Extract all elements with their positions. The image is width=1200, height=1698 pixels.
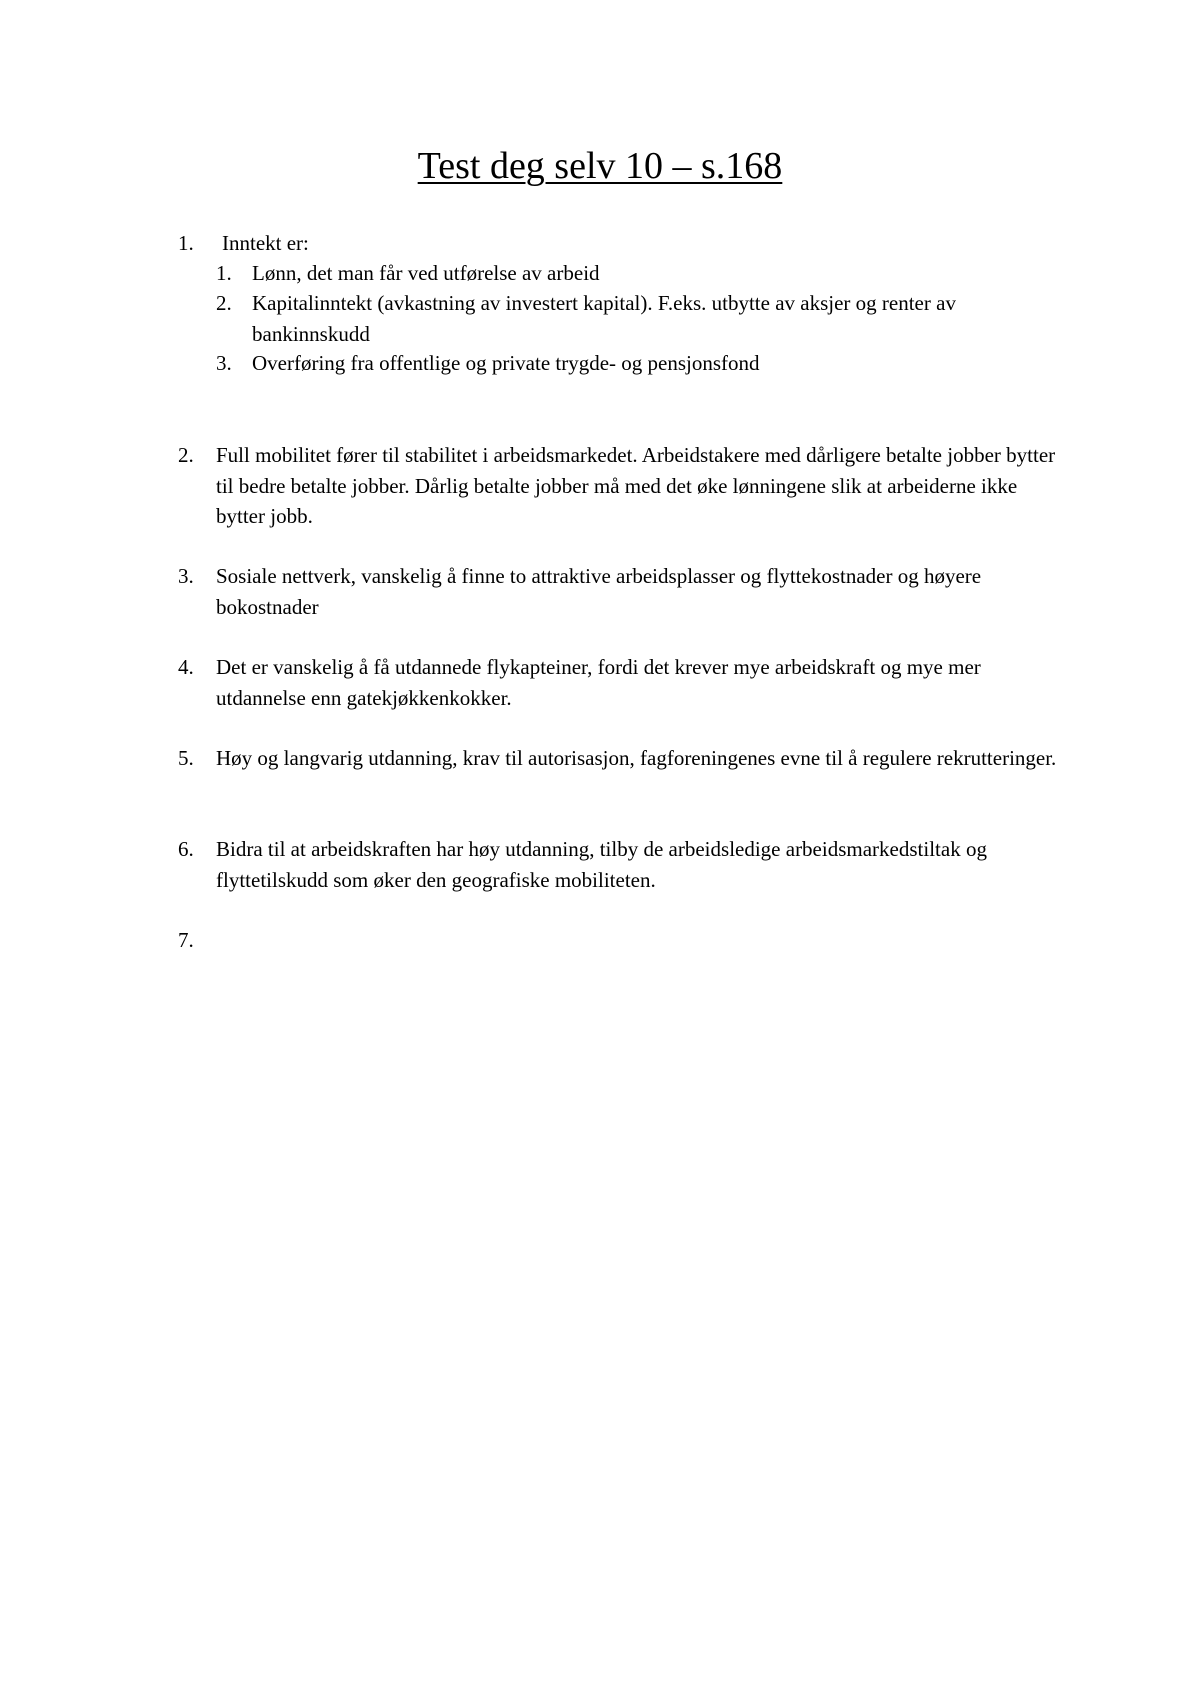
sublist-item-2-text: Kapitalinntekt (avkastning av investert kapital). F.eks. utbytte av aksjer og renter av bankinnskudd	[252, 291, 956, 346]
document-title-text: Test deg selv 10 – s.168	[417, 145, 783, 187]
list-item-4-number: 4.	[178, 655, 194, 679]
sublist-item-2	[178, 288, 1078, 349]
list-item-2-number: 2.	[178, 443, 194, 467]
sublist-item-1-number: 1.	[216, 261, 232, 285]
list-item-5-number: 5.	[178, 746, 194, 770]
list-item-6	[178, 834, 1078, 895]
list-item-5	[178, 743, 1078, 774]
list-item-1-number: 1.	[178, 231, 194, 255]
list-item-4	[178, 652, 1078, 713]
list-item-2	[178, 440, 1078, 532]
list-item-3-number: 3.	[178, 564, 194, 588]
list-item-4-text: Det er vanskelig å få utdannede flykapteiner, fordi det krever mye arbeidskraft og mye mer utdannelse enn gatekjøkkenkokker.	[216, 655, 981, 710]
sublist-item-1	[178, 258, 1078, 289]
list-item-3-text: Sosiale nettverk, vanskelig å finne to attraktive arbeidsplasser og flyttekostnader og høyere bokostnader	[216, 564, 982, 619]
list-item-1-text: Inntekt er:	[222, 231, 309, 255]
sublist-item-2-number: 2.	[216, 291, 232, 315]
sublist-item-1-text: Lønn, det man får ved utførelse av arbeid	[252, 261, 600, 285]
list-item-6-text: Bidra til at arbeidskraften har høy utdanning, tilby de arbeidsledige arbeidsmarkedstiltak og flyttetilskudd som øker den geografiske mobiliteten.	[216, 837, 987, 892]
list-item-5-text: Høy og langvarig utdanning, krav til autorisasjon, fagforeningenes evne til å regulere rekrutteringer.	[216, 746, 1057, 770]
list-item-2-text: Full mobilitet fører til stabilitet i arbeidsmarkedet. Arbeidstakere med dårligere betalte jobber bytter til bedre betalte jobber. Dårlig betalte jobber må med det øke lønningene slik at arbeiderne ikke bytter jobb.	[216, 443, 1056, 528]
list-item-7-number: 7.	[178, 928, 194, 952]
list-item-3	[178, 561, 1078, 622]
document-title	[0, 142, 1200, 190]
list-item-1	[178, 228, 1078, 259]
sublist-item-3	[178, 348, 1078, 379]
list-item-6-number: 6.	[178, 837, 194, 861]
sublist-item-3-text: Overføring fra offentlige og private trygde- og pensjonsfond	[252, 351, 760, 375]
sublist-item-3-number: 3.	[216, 351, 232, 375]
